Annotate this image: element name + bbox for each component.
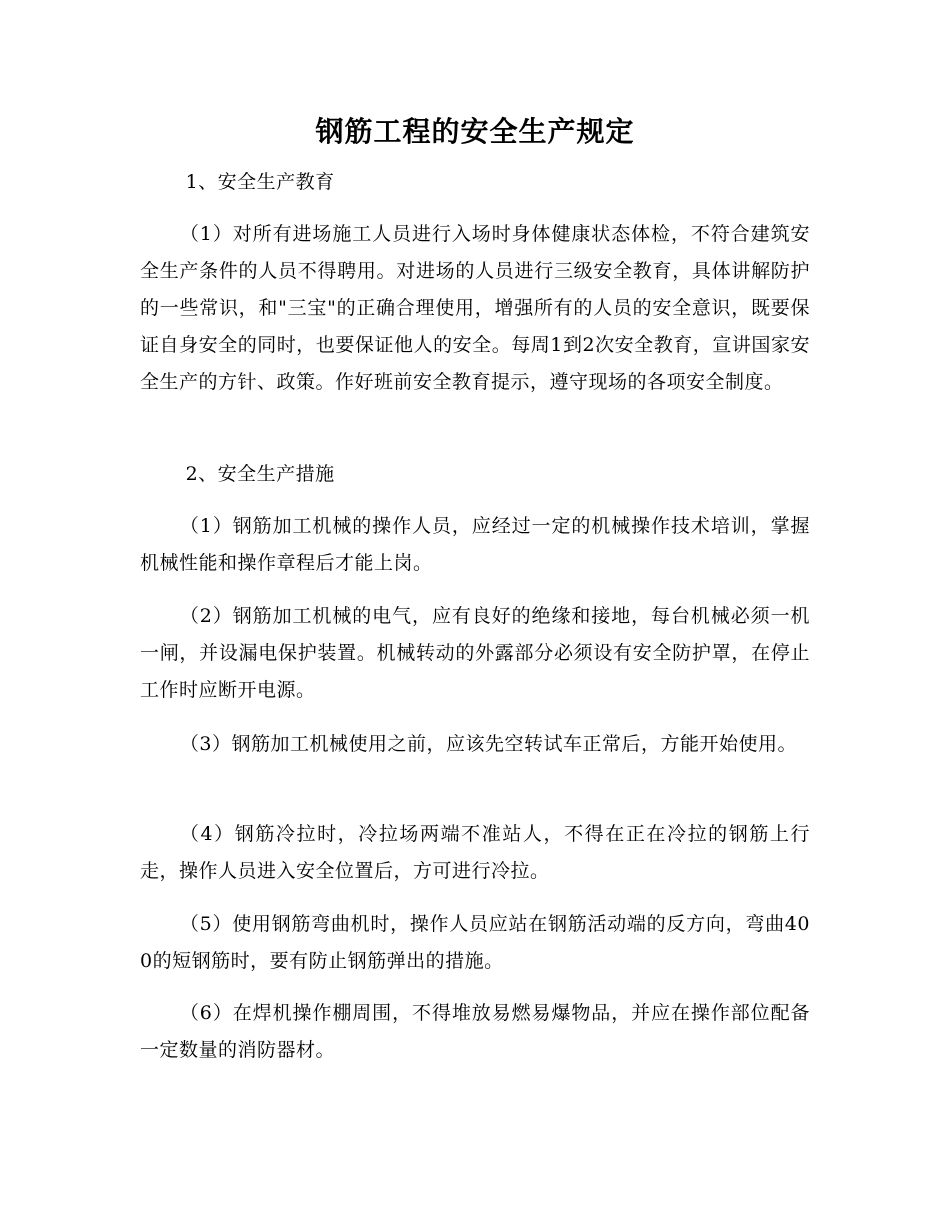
paragraph-measure-2: （2）钢筋加工机械的电气，应有良好的绝缘和接地，每台机械必须一机一闸，并设漏电保护装置。机械转动的外露部分必须设有安全防护罩，在停止工作时应断开电源。	[140, 605, 810, 701]
document-title: 钢筋工程的安全生产规定	[315, 115, 635, 148]
paragraph-measure-4: （4）钢筋冷拉时，冷拉场两端不准站人，不得在正在冷拉的钢筋上行走，操作人员进入安全位置后，方可进行冷拉。	[140, 823, 810, 882]
paragraph-education-1: （1）对所有进场施工人员进行入场时身体健康状态体检，不符合建筑安全生产条件的人员不得聘用。对进场的人员进行三级安全教育，具体讲解防护的一些常识，和"三宝"的正确合理使用，增强所有的人员的安全意识，既要保证自身安全的同时，也要保证他人的安全。每周1到2次安全教育，宣讲国家安全生产的方针、政策。作好班前安全教育提示，遵守现场的各项安全制度。	[140, 223, 810, 393]
section-heading-safety-measures: 2、安全生产措施	[185, 463, 335, 485]
section-heading-safety-education: 1、安全生产教育	[185, 171, 335, 193]
paragraph-measure-6: （6）在焊机操作棚周围，不得堆放易燃易爆物品，并应在操作部位配备一定数量的消防器材。	[140, 1002, 810, 1061]
paragraph-measure-5: （5）使用钢筋弯曲机时，操作人员应站在钢筋活动端的反方向，弯曲400的短钢筋时，要有防止钢筋弹出的措施。	[140, 913, 810, 972]
paragraph-measure-1: （1）钢筋加工机械的操作人员，应经过一定的机械操作技术培训，掌握机械性能和操作章程后才能上岗。	[140, 515, 810, 574]
paragraph-measure-3: （3）钢筋加工机械使用之前，应该先空转试车正常后，方能开始使用。	[179, 733, 797, 755]
